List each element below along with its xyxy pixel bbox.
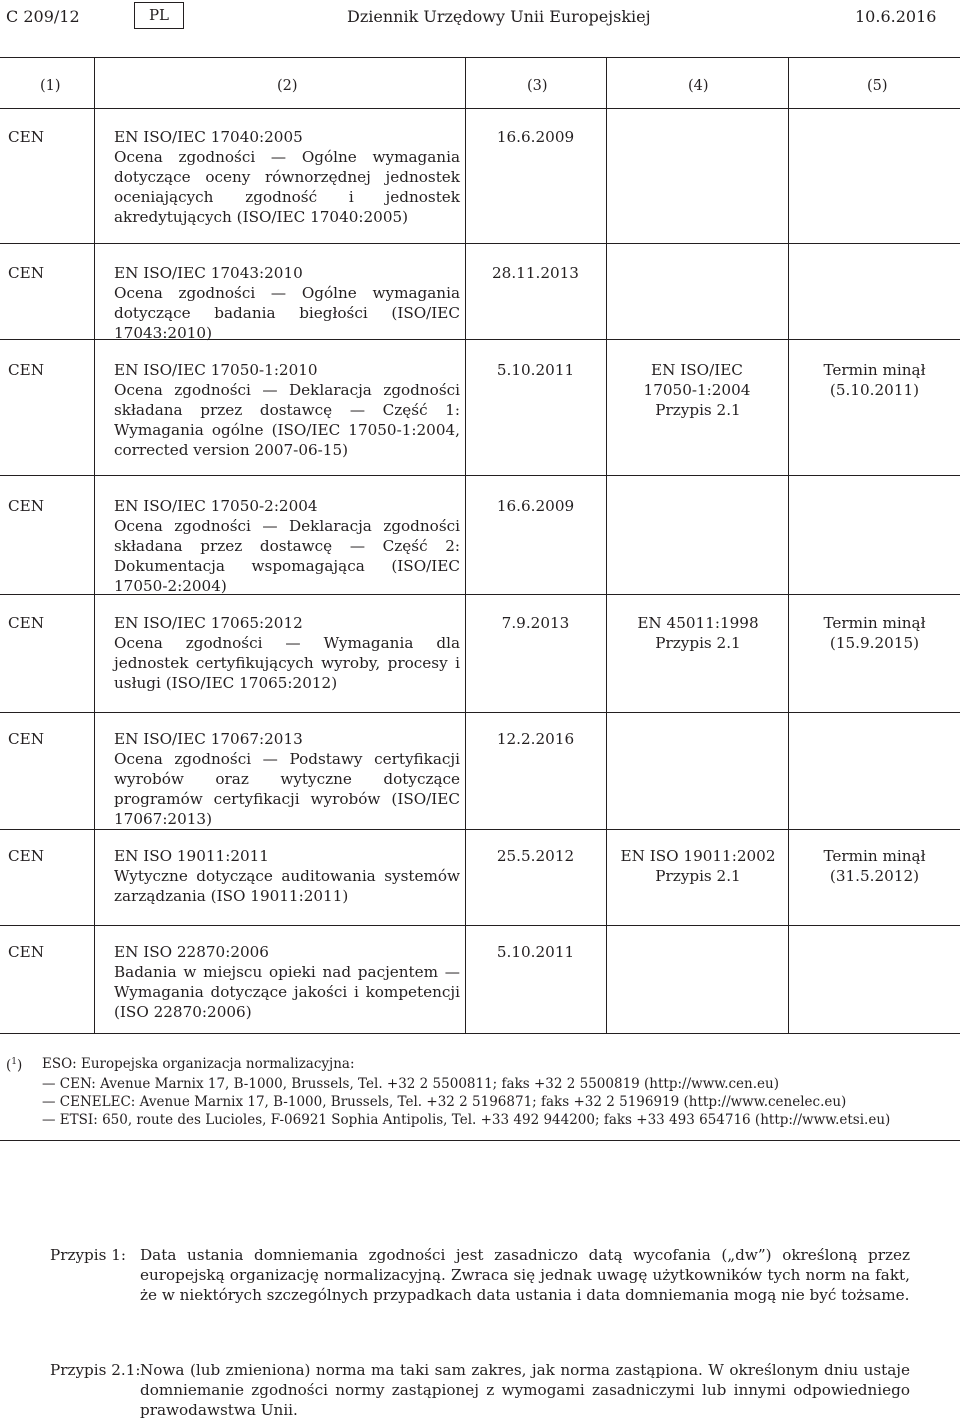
table-row-reference: EN ISO 22870:2006 — [114, 943, 269, 961]
footnote-item-cen: — CEN: Avenue Marnix 17, B-1000, Brussels, Tel. +32 2 5500811; faks +32 2 5500819 (http://www.cen.eu) — [42, 1076, 779, 1092]
table-row-org: CEN — [8, 264, 44, 282]
table-row-reference: EN ISO/IEC 17067:2013 — [114, 730, 303, 748]
footnote-marker: ($^1$) — [6, 1057, 23, 1074]
table-row-superseded: EN ISO/IEC 17050-1:2004 — [643, 361, 751, 399]
column-header-1: (1) — [40, 78, 61, 94]
column-divider-3 — [606, 57, 607, 1033]
row-separator — [0, 712, 960, 713]
table-row-title: Badania w miejscu opieki nad pacjentem — Wymagania dotyczące jakości i kompetencji (ISO 22870:2006) — [114, 963, 460, 1021]
table-header-rule — [0, 108, 960, 109]
table-row-title: Ocena zgodności — Deklaracja zgodności składana przez dostawcę — Część 2: Dokumentacja wspomagająca (ISO/IEC 17050-2:2004) — [114, 517, 460, 595]
table-row-reference: EN ISO 19011:2011 — [114, 847, 269, 865]
table-row-org: CEN — [8, 128, 44, 146]
table-row-title: Wytyczne dotyczące auditowania systemów zarządzania (ISO 19011:2011) — [114, 867, 460, 905]
column-header-2: (2) — [277, 78, 298, 94]
footnote-number: 1 — [11, 1057, 18, 1067]
table-row-reference: EN ISO/IEC 17050-2:2004 — [114, 497, 318, 515]
column-header-4: (4) — [688, 78, 709, 94]
table-row-title: Ocena zgodności — Wymagania dla jednostek certyfikujących wyroby, procesy i usługi (ISO/IEC 17065:2012) — [114, 634, 460, 692]
table-row-date: 7.9.2013 — [501, 614, 570, 632]
column-header-5: (5) — [867, 78, 888, 94]
table-row-title: Ocena zgodności — Deklaracja zgodności składana przez dostawcę — Część 1: Wymagania ogólne (ISO/IEC 17050-1:2004, corrected version 2007-06-15) — [114, 381, 460, 459]
table-row-org: CEN — [8, 943, 44, 961]
column-header-3: (3) — [527, 78, 548, 94]
note-1-label: Przypis 1: — [50, 1246, 127, 1264]
table-row-date: 16.6.2009 — [496, 497, 575, 515]
table-row-cessation-date: (15.9.2015) — [829, 634, 920, 652]
footnote-intro: ESO: Europejska organizacja normalizacyjna: — [42, 1056, 355, 1072]
table-row-title: Ocena zgodności — Podstawy certyfikacji wyrobów oraz wytyczne dotyczące programów certyfikacji wyrobów (ISO/IEC 17067:2013) — [114, 750, 460, 828]
table-row-org: CEN — [8, 614, 44, 632]
table-row-org: CEN — [8, 361, 44, 379]
table-row-cessation-date: (31.5.2012) — [829, 867, 920, 885]
table-row-org: CEN — [8, 730, 44, 748]
publication-date: 10.6.2016 — [855, 7, 937, 26]
footnote-rule — [0, 1140, 960, 1141]
journal-title: Dziennik Urzędowy Unii Europejskiej — [347, 7, 651, 26]
table-row-title: Ocena zgodności — Ogólne wymagania dotyczące badania biegłości (ISO/IEC 17043:2010) — [114, 284, 460, 342]
table-row-date: 5.10.2011 — [496, 361, 575, 379]
note-2-label: Przypis 2.1: — [50, 1361, 141, 1379]
note-2-text: Nowa (lub zmieniona) norma ma taki sam zakres, jak norma zastąpiona. W określonym dniu ustaje domniemanie zgodności normy zastąpionej z wymogami zasadniczymi lub innymi odpowiedniego prawodawstwa Unii. — [140, 1361, 910, 1419]
row-separator — [0, 829, 960, 830]
footnote-item-cenelec: — CENELEC: Avenue Marnix 17, B-1000, Brussels, Tel. +32 2 5196871; faks +32 2 5196919 (http://www.cenelec.eu) — [42, 1094, 847, 1110]
table-top-rule — [0, 57, 960, 58]
table-row-org: CEN — [8, 497, 44, 515]
table-row-note-ref: Przypis 2.1 — [655, 867, 741, 885]
table-row-cessation-date: (5.10.2011) — [829, 381, 920, 399]
table-row-reference: EN ISO/IEC 17043:2010 — [114, 264, 303, 282]
table-row-date: 12.2.2016 — [496, 730, 575, 748]
column-divider-4 — [788, 57, 789, 1033]
table-row-reference: EN ISO/IEC 17050-1:2010 — [114, 361, 318, 379]
table-row-superseded: EN 45011:1998 — [637, 614, 759, 632]
table-row-date: 16.6.2009 — [496, 128, 575, 146]
table-row-title: Ocena zgodności — Ogólne wymagania dotyczące oceny równorzędnej jednostek oceniających zgodność i jednostek akredytujących (ISO/IEC 17040:2005) — [114, 148, 460, 226]
table-row-date: 28.11.2013 — [492, 264, 579, 282]
table-row-cessation-label: Termin minął — [823, 847, 926, 865]
table-row-reference: EN ISO/IEC 17065:2012 — [114, 614, 303, 632]
row-separator — [0, 243, 960, 244]
column-divider-1 — [94, 57, 95, 1033]
table-row-superseded: EN ISO 19011:2002 — [620, 847, 776, 865]
table-row-date: 5.10.2011 — [496, 943, 575, 961]
column-divider-2 — [465, 57, 466, 1033]
table-row-reference: EN ISO/IEC 17040:2005 — [114, 128, 303, 146]
table-row-note-ref: Przypis 2.1 — [655, 401, 741, 419]
note-1-text: Data ustania domniemania zgodności jest zasadniczo datą wycofania („dw”) określoną przez europejską organizację normalizacyjną. Zwraca się jednak uwagę użytkowników tych norm na fakt, że w niektórych szczególnych przypadkach data ustania i data domniemania mogą nie być tożsame. — [140, 1246, 910, 1304]
table-row-cessation-label: Termin minął — [823, 614, 926, 632]
row-separator — [0, 475, 960, 476]
page-reference: C 209/12 — [6, 7, 80, 26]
language-badge: PL — [134, 2, 184, 29]
footnote-item-etsi: — ETSI: 650, route des Lucioles, F-06921 Sophia Antipolis, Tel. +33 492 944200; faks +33 493 654716 (http://www.etsi.eu) — [42, 1112, 891, 1128]
table-bottom-rule — [0, 1033, 960, 1034]
row-separator — [0, 925, 960, 926]
table-row-date: 25.5.2012 — [496, 847, 575, 865]
table-row-note-ref: Przypis 2.1 — [655, 634, 741, 652]
table-row-org: CEN — [8, 847, 44, 865]
table-row-cessation-label: Termin minął — [823, 361, 926, 379]
